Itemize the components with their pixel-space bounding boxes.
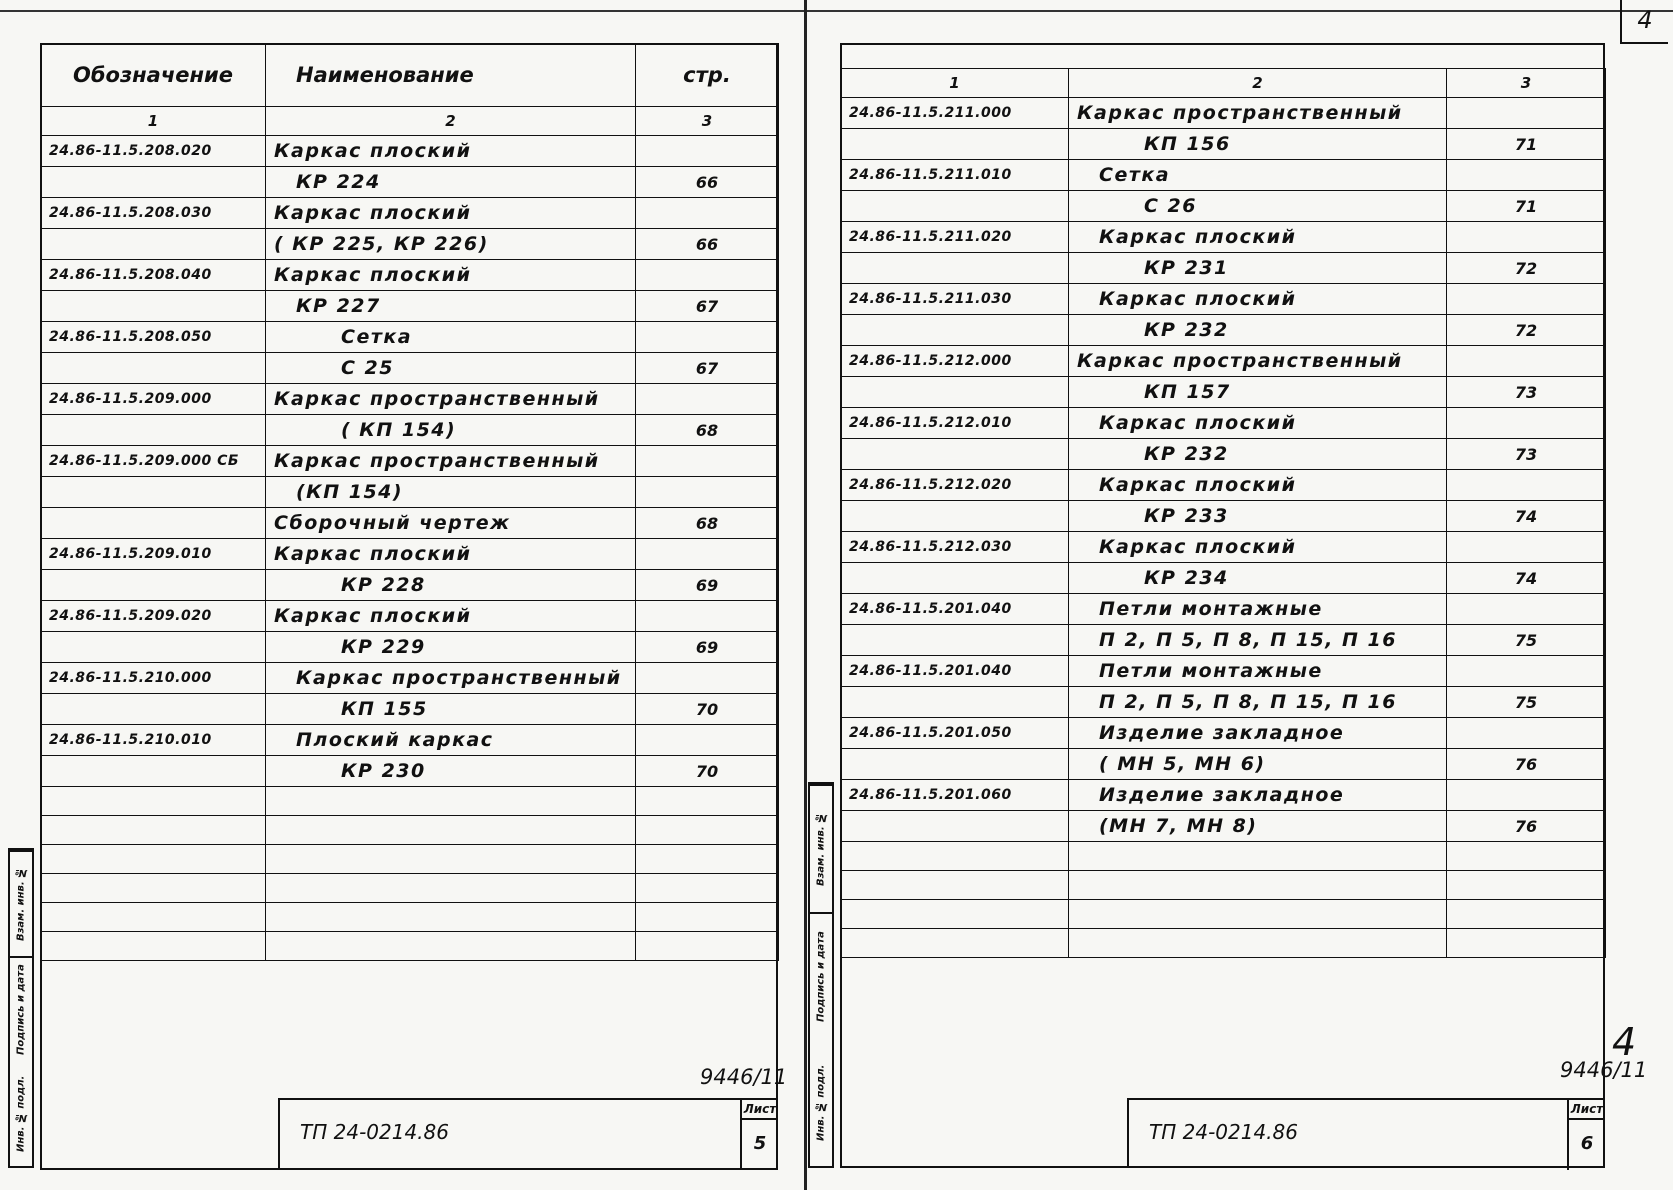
spec-row xyxy=(841,563,1606,594)
corner-page-number: 4 xyxy=(1620,0,1668,44)
sheet-number: 5 xyxy=(753,1133,767,1154)
page-cell: 72 xyxy=(1447,253,1606,284)
empty-cell xyxy=(41,816,266,845)
empty-cell xyxy=(41,903,266,932)
empty-row xyxy=(841,900,1606,929)
empty-cell xyxy=(841,871,1069,900)
spec-row xyxy=(841,501,1606,532)
designation-cell xyxy=(41,167,266,198)
name-cell: Каркас плоский xyxy=(1069,408,1447,439)
empty-cell xyxy=(636,903,779,932)
name-cell: ( МН 5, МН 6) xyxy=(1069,749,1447,780)
name-cell: КР 233 xyxy=(1069,501,1447,532)
empty-cell xyxy=(1069,900,1447,929)
spec-row xyxy=(841,470,1606,501)
empty-cell xyxy=(266,874,636,903)
designation-cell xyxy=(41,694,266,725)
page-cell: 67 xyxy=(636,291,779,322)
empty-row xyxy=(41,903,779,932)
name-cell: Сборочный чертеж xyxy=(266,508,636,539)
page-cell xyxy=(636,725,779,756)
name-cell: Каркас плоский xyxy=(1069,284,1447,315)
designation-cell xyxy=(841,687,1069,718)
spec-row xyxy=(41,632,779,663)
title-block xyxy=(1127,1098,1605,1168)
spec-row xyxy=(841,811,1606,842)
col-number: 1 xyxy=(841,69,1069,98)
spec-row xyxy=(41,229,779,260)
spec-row xyxy=(41,601,779,632)
spec-row xyxy=(841,687,1606,718)
spec-row xyxy=(41,322,779,353)
inventory-number: 9446/11 xyxy=(700,1065,788,1089)
name-cell: С 26 xyxy=(1069,191,1447,222)
spec-row xyxy=(841,191,1606,222)
spec-row xyxy=(841,594,1606,625)
spec-row xyxy=(41,136,779,167)
page-cell xyxy=(636,446,779,477)
designation-cell xyxy=(841,439,1069,470)
page-cell xyxy=(1447,656,1606,687)
empty-cell xyxy=(266,845,636,874)
empty-cell xyxy=(1069,929,1447,958)
designation-cell: 24.86-11.5.212.010 xyxy=(841,408,1069,439)
empty-row xyxy=(841,871,1606,900)
empty-row xyxy=(41,874,779,903)
empty-row xyxy=(841,929,1606,958)
stamp-inv-no: Инв. № подл. xyxy=(815,1064,827,1142)
spec-row xyxy=(41,508,779,539)
page-cell: 75 xyxy=(1447,625,1606,656)
spec-row xyxy=(841,160,1606,191)
designation-cell: 24.86-11.5.212.020 xyxy=(841,470,1069,501)
name-cell: КП 156 xyxy=(1069,129,1447,160)
page-cell xyxy=(1447,718,1606,749)
name-cell: Изделие закладное xyxy=(1069,718,1447,749)
spec-row xyxy=(41,167,779,198)
page-cell: 69 xyxy=(636,570,779,601)
page-cell xyxy=(1447,346,1606,377)
empty-cell xyxy=(266,816,636,845)
designation-cell xyxy=(41,415,266,446)
designation-cell: 24.86-11.5.208.040 xyxy=(41,260,266,291)
spec-row xyxy=(41,663,779,694)
empty-cell xyxy=(266,932,636,961)
designation-cell: 24.86-11.5.208.030 xyxy=(41,198,266,229)
name-cell: Каркас пространственный xyxy=(1069,98,1447,129)
spec-row xyxy=(841,718,1606,749)
page-cell xyxy=(636,663,779,694)
name-cell: Плоский каркас xyxy=(266,725,636,756)
name-cell: Каркас плоский xyxy=(1069,470,1447,501)
page-cell: 72 xyxy=(1447,315,1606,346)
empty-cell xyxy=(841,842,1069,871)
designation-cell xyxy=(841,625,1069,656)
spec-row xyxy=(841,253,1606,284)
name-cell: Каркас пространственный xyxy=(266,663,636,694)
spec-row xyxy=(841,625,1606,656)
stamp-replace-inv: Взам. инв. № xyxy=(810,784,832,912)
name-cell: Сетка xyxy=(1069,160,1447,191)
designation-cell: 24.86-11.5.201.050 xyxy=(841,718,1069,749)
empty-row xyxy=(41,845,779,874)
designation-cell: 24.86-11.5.212.030 xyxy=(841,532,1069,563)
name-cell: Петли монтажные xyxy=(1069,594,1447,625)
empty-cell xyxy=(1447,842,1606,871)
empty-cell xyxy=(41,787,266,816)
header-row xyxy=(41,44,779,107)
name-cell: КР 234 xyxy=(1069,563,1447,594)
page-cell xyxy=(1447,594,1606,625)
page-cell xyxy=(636,539,779,570)
designation-cell xyxy=(41,632,266,663)
page-cell: 68 xyxy=(636,415,779,446)
page-cell xyxy=(636,601,779,632)
col-number: 2 xyxy=(1069,69,1447,98)
designation-cell: 24.86-11.5.208.020 xyxy=(41,136,266,167)
document-code: ТП 24-0214.86 xyxy=(1149,1120,1298,1144)
sheet-number: 6 xyxy=(1580,1133,1594,1154)
col-number: 3 xyxy=(1447,69,1606,98)
spec-row xyxy=(41,539,779,570)
page-cell xyxy=(1447,532,1606,563)
inventory-number: 9446/11 xyxy=(1560,1058,1648,1082)
designation-cell: 24.86-11.5.201.060 xyxy=(841,780,1069,811)
name-cell: КР 232 xyxy=(1069,315,1447,346)
empty-cell xyxy=(636,816,779,845)
designation-cell xyxy=(841,811,1069,842)
spec-row xyxy=(841,346,1606,377)
spec-row xyxy=(41,260,779,291)
name-cell: Каркас плоский xyxy=(266,260,636,291)
empty-cell xyxy=(41,932,266,961)
name-cell: КР 224 xyxy=(266,167,636,198)
name-cell: Петли монтажные xyxy=(1069,656,1447,687)
spec-row xyxy=(841,315,1606,346)
spec-row xyxy=(841,532,1606,563)
sheet-number-box xyxy=(1567,1100,1605,1170)
document-code: ТП 24-0214.86 xyxy=(300,1120,449,1144)
empty-cell xyxy=(841,900,1069,929)
sheet-number-box xyxy=(740,1100,778,1170)
spec-row xyxy=(841,408,1606,439)
name-cell: П 2, П 5, П 8, П 15, П 16 xyxy=(1069,625,1447,656)
page-cell: 76 xyxy=(1447,811,1606,842)
page-cell xyxy=(1447,780,1606,811)
name-cell: Каркас плоский xyxy=(266,136,636,167)
designation-cell xyxy=(841,377,1069,408)
designation-cell xyxy=(41,508,266,539)
designation-cell: 24.86-11.5.210.000 xyxy=(41,663,266,694)
name-cell: ( КП 154) xyxy=(266,415,636,446)
name-cell: Каркас пространственный xyxy=(266,446,636,477)
empty-cell xyxy=(841,929,1069,958)
spec-row xyxy=(841,780,1606,811)
page-cell xyxy=(1447,470,1606,501)
page-cell xyxy=(1447,98,1606,129)
designation-cell: 24.86-11.5.208.050 xyxy=(41,322,266,353)
designation-cell xyxy=(41,229,266,260)
page-cell xyxy=(636,384,779,415)
designation-cell xyxy=(841,749,1069,780)
column-number-row xyxy=(841,69,1606,98)
spec-row xyxy=(41,415,779,446)
page-cell: 71 xyxy=(1447,191,1606,222)
page-cell: 70 xyxy=(636,694,779,725)
col-number: 2 xyxy=(266,107,636,136)
page-cell: 68 xyxy=(636,508,779,539)
name-cell: Каркас пространственный xyxy=(266,384,636,415)
page-cell: 75 xyxy=(1447,687,1606,718)
spec-row xyxy=(41,291,779,322)
page-cell xyxy=(1447,222,1606,253)
page-cell xyxy=(1447,408,1606,439)
sheet-label: Лист xyxy=(1569,1100,1605,1120)
name-cell: КР 232 xyxy=(1069,439,1447,470)
empty-cell xyxy=(1069,842,1447,871)
designation-cell: 24.86-11.5.209.000 xyxy=(41,384,266,415)
empty-cell xyxy=(1447,929,1606,958)
name-cell: П 2, П 5, П 8, П 15, П 16 xyxy=(1069,687,1447,718)
page-cell xyxy=(1447,160,1606,191)
spec-row xyxy=(841,98,1606,129)
col-number: 3 xyxy=(636,107,779,136)
designation-cell xyxy=(841,315,1069,346)
empty-cell xyxy=(1069,871,1447,900)
name-cell: (МН 7, МН 8) xyxy=(1069,811,1447,842)
empty-cell xyxy=(41,845,266,874)
column-number-row xyxy=(41,107,779,136)
name-cell: Каркас плоский xyxy=(266,198,636,229)
designation-cell xyxy=(841,563,1069,594)
handwritten-number: 4 xyxy=(1612,1020,1637,1064)
name-cell: КР 227 xyxy=(266,291,636,322)
designation-cell: 24.86-11.5.209.020 xyxy=(41,601,266,632)
col-name-header: Наименование xyxy=(266,44,636,107)
designation-cell: 24.86-11.5.209.010 xyxy=(41,539,266,570)
spec-row xyxy=(41,570,779,601)
spec-row xyxy=(41,694,779,725)
page-cell xyxy=(1447,284,1606,315)
spec-row xyxy=(41,477,779,508)
empty-cell xyxy=(266,787,636,816)
name-cell: КР 230 xyxy=(266,756,636,787)
empty-row xyxy=(41,816,779,845)
designation-cell: 24.86-11.5.211.000 xyxy=(841,98,1069,129)
name-cell: КП 155 xyxy=(266,694,636,725)
name-cell: Каркас плоский xyxy=(266,601,636,632)
name-cell: КР 231 xyxy=(1069,253,1447,284)
page-cell: 71 xyxy=(1447,129,1606,160)
name-cell: Каркас пространственный xyxy=(1069,346,1447,377)
col-designation-header: Обозначение xyxy=(41,44,266,107)
spec-row xyxy=(841,749,1606,780)
name-cell: КР 228 xyxy=(266,570,636,601)
col-number: 1 xyxy=(41,107,266,136)
page-cell: 74 xyxy=(1447,501,1606,532)
page-cell xyxy=(636,260,779,291)
page-cell: 70 xyxy=(636,756,779,787)
spec-table-left xyxy=(40,43,779,961)
stamp-sign-date: Подпись и дата xyxy=(810,912,832,1040)
empty-cell xyxy=(636,787,779,816)
empty-cell xyxy=(1447,871,1606,900)
side-stamp xyxy=(808,782,834,1168)
designation-cell: 24.86-11.5.211.030 xyxy=(841,284,1069,315)
designation-cell: 24.86-11.5.211.010 xyxy=(841,160,1069,191)
designation-cell xyxy=(41,291,266,322)
name-cell: КП 157 xyxy=(1069,377,1447,408)
stamp-replace-inv: Взам. инв. № xyxy=(10,850,32,956)
empty-cell xyxy=(636,845,779,874)
page-cell: 74 xyxy=(1447,563,1606,594)
spec-row xyxy=(841,656,1606,687)
page-cell xyxy=(636,477,779,508)
name-cell: КР 229 xyxy=(266,632,636,663)
page-cell: 69 xyxy=(636,632,779,663)
designation-cell xyxy=(841,501,1069,532)
designation-cell xyxy=(841,191,1069,222)
empty-cell xyxy=(1447,900,1606,929)
spec-row xyxy=(41,384,779,415)
designation-cell xyxy=(41,353,266,384)
designation-cell: 24.86-11.5.209.000 СБ xyxy=(41,446,266,477)
designation-cell: 24.86-11.5.212.000 xyxy=(841,346,1069,377)
spec-row xyxy=(41,353,779,384)
spec-row xyxy=(841,439,1606,470)
page-cell: 67 xyxy=(636,353,779,384)
designation-cell xyxy=(841,253,1069,284)
empty-row xyxy=(41,787,779,816)
designation-cell: 24.86-11.5.201.040 xyxy=(841,594,1069,625)
designation-cell xyxy=(841,129,1069,160)
name-cell: Каркас плоский xyxy=(1069,532,1447,563)
name-cell: Каркас плоский xyxy=(266,539,636,570)
empty-row xyxy=(41,932,779,961)
empty-cell xyxy=(636,874,779,903)
page-cell: 66 xyxy=(636,229,779,260)
title-block xyxy=(278,1098,778,1168)
side-stamp xyxy=(8,848,34,1168)
empty-cell xyxy=(41,874,266,903)
page-cell xyxy=(636,136,779,167)
designation-cell xyxy=(41,570,266,601)
spec-row xyxy=(841,129,1606,160)
page-cell: 66 xyxy=(636,167,779,198)
designation-cell: 24.86-11.5.201.040 xyxy=(841,656,1069,687)
empty-cell xyxy=(636,932,779,961)
spec-table-right xyxy=(840,68,1606,958)
sheet-left xyxy=(0,0,805,1190)
name-cell: С 25 xyxy=(266,353,636,384)
stamp-inv-no: Инв. № подл. xyxy=(15,1075,27,1153)
spec-row xyxy=(841,284,1606,315)
designation-cell xyxy=(41,477,266,508)
col-page-header: стр. xyxy=(636,44,779,107)
page-cell: 76 xyxy=(1447,749,1606,780)
page-cell xyxy=(636,322,779,353)
spec-row xyxy=(41,756,779,787)
stamp-sign-date: Подпись и дата xyxy=(10,956,32,1062)
name-cell: Каркас плоский xyxy=(1069,222,1447,253)
empty-row xyxy=(841,842,1606,871)
spec-row xyxy=(841,377,1606,408)
empty-cell xyxy=(266,903,636,932)
page-cell: 73 xyxy=(1447,377,1606,408)
designation-cell: 24.86-11.5.211.020 xyxy=(841,222,1069,253)
page-cell xyxy=(636,198,779,229)
spec-row xyxy=(41,446,779,477)
name-cell: (КП 154) xyxy=(266,477,636,508)
spec-row xyxy=(41,198,779,229)
name-cell: Изделие закладное xyxy=(1069,780,1447,811)
designation-cell xyxy=(41,756,266,787)
designation-cell: 24.86-11.5.210.010 xyxy=(41,725,266,756)
page-cell: 73 xyxy=(1447,439,1606,470)
sheet-label: Лист xyxy=(742,1100,778,1120)
spec-row xyxy=(41,725,779,756)
name-cell: ( КР 225, КР 226) xyxy=(266,229,636,260)
spec-row xyxy=(841,222,1606,253)
name-cell: Сетка xyxy=(266,322,636,353)
